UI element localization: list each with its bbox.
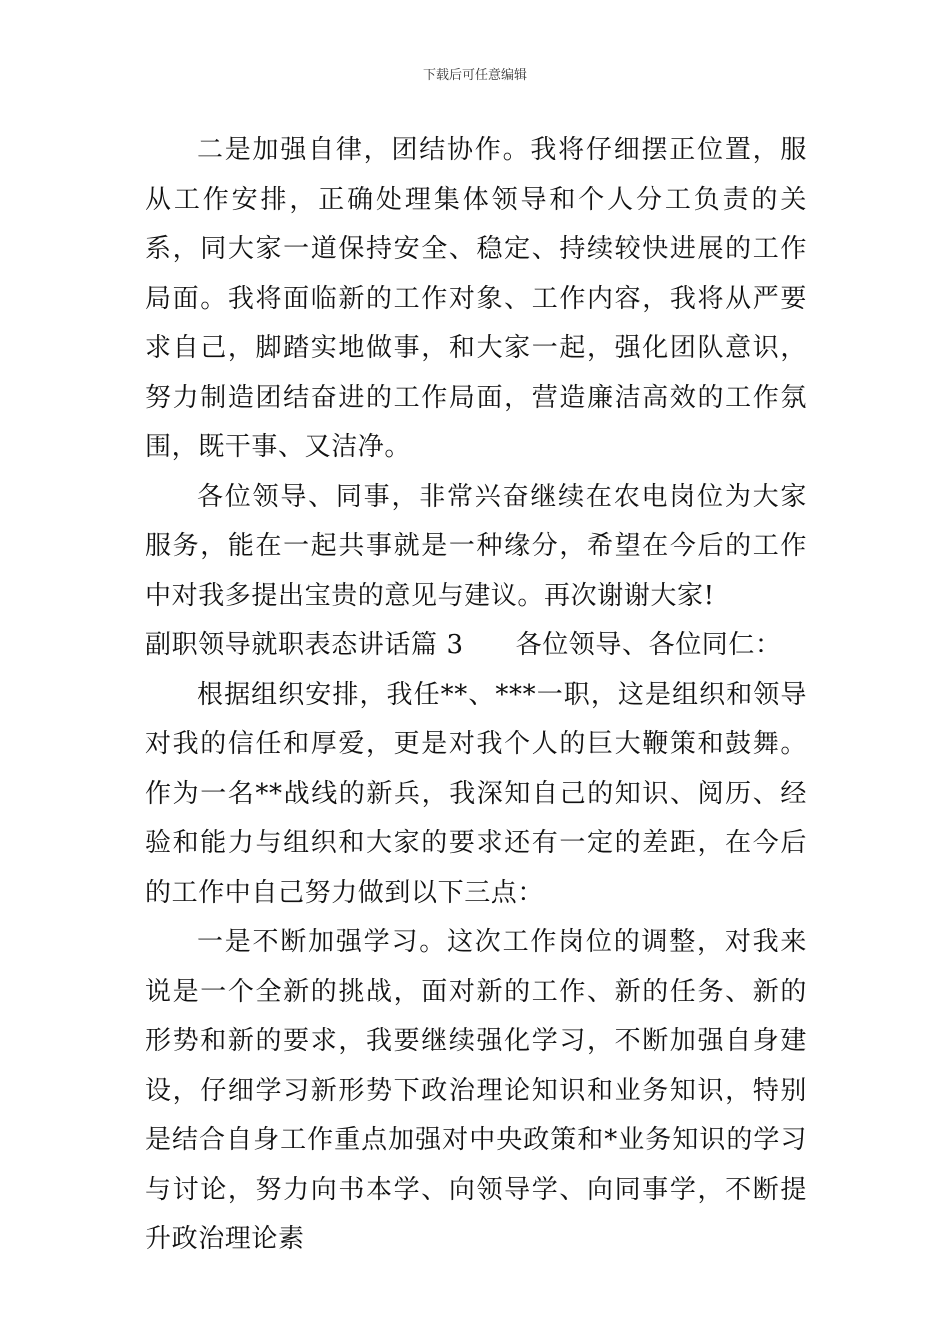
document-body: [145, 126, 807, 1265]
paragraph-study: 一是不断加强学习。这次工作岗位的调整，对我来说是一个全新的挑战，面对新的工作、新的任务、新的形势和新的要求，我要继续强化学习，不断加强自身建设，仔细学习新形势下政治理论知识和业务知识，特别是结合自身工作重点加强对中央政策和*业务知识的学习与讨论，努力向书本学、向领导学、向同事学，不断提升政治理论素: [145, 927, 807, 1254]
paragraph-appointment: 根据组织安排，我任**、***一职，这是组织和领导对我的信任和厚爱，更是对我个人的巨大鞭策和鼓舞。作为一名**战线的新兵，我深知自己的知识、阅历、经验和能力与组织和大家的要求还有一定的差距，在今后的工作中自己努力做到以下三点：: [145, 679, 807, 908]
section-title: 副职领导就职表态讲话篇 3: [145, 630, 464, 660]
paragraph-self-discipline: 二是加强自律，团结协作。我将仔细摆正位置，服从工作安排，正确处理集体领导和个人分工负责的关系，同大家一道保持安全、稳定、持续较快进展的工作局面。我将面临新的工作对象、工作内容，我将从严要求自己，脚踏实地做事，和大家一起，强化团队意识，努力制造团结奋进的工作局面，营造廉洁高效的工作氛围，既干事、又洁净。: [145, 135, 807, 462]
salutation: 各位领导、各位同仁：: [515, 630, 782, 660]
section-heading-line: [145, 621, 807, 671]
header-note: 下载后可任意编辑: [422, 68, 527, 83]
paragraph-closing-thanks: 各位领导、同事，非常兴奋继续在农电岗位为大家服务，能在一起共事就是一种缘分，希望在今后的工作中对我多提出宝贵的意见与建议。再次谢谢大家!: [145, 481, 807, 611]
